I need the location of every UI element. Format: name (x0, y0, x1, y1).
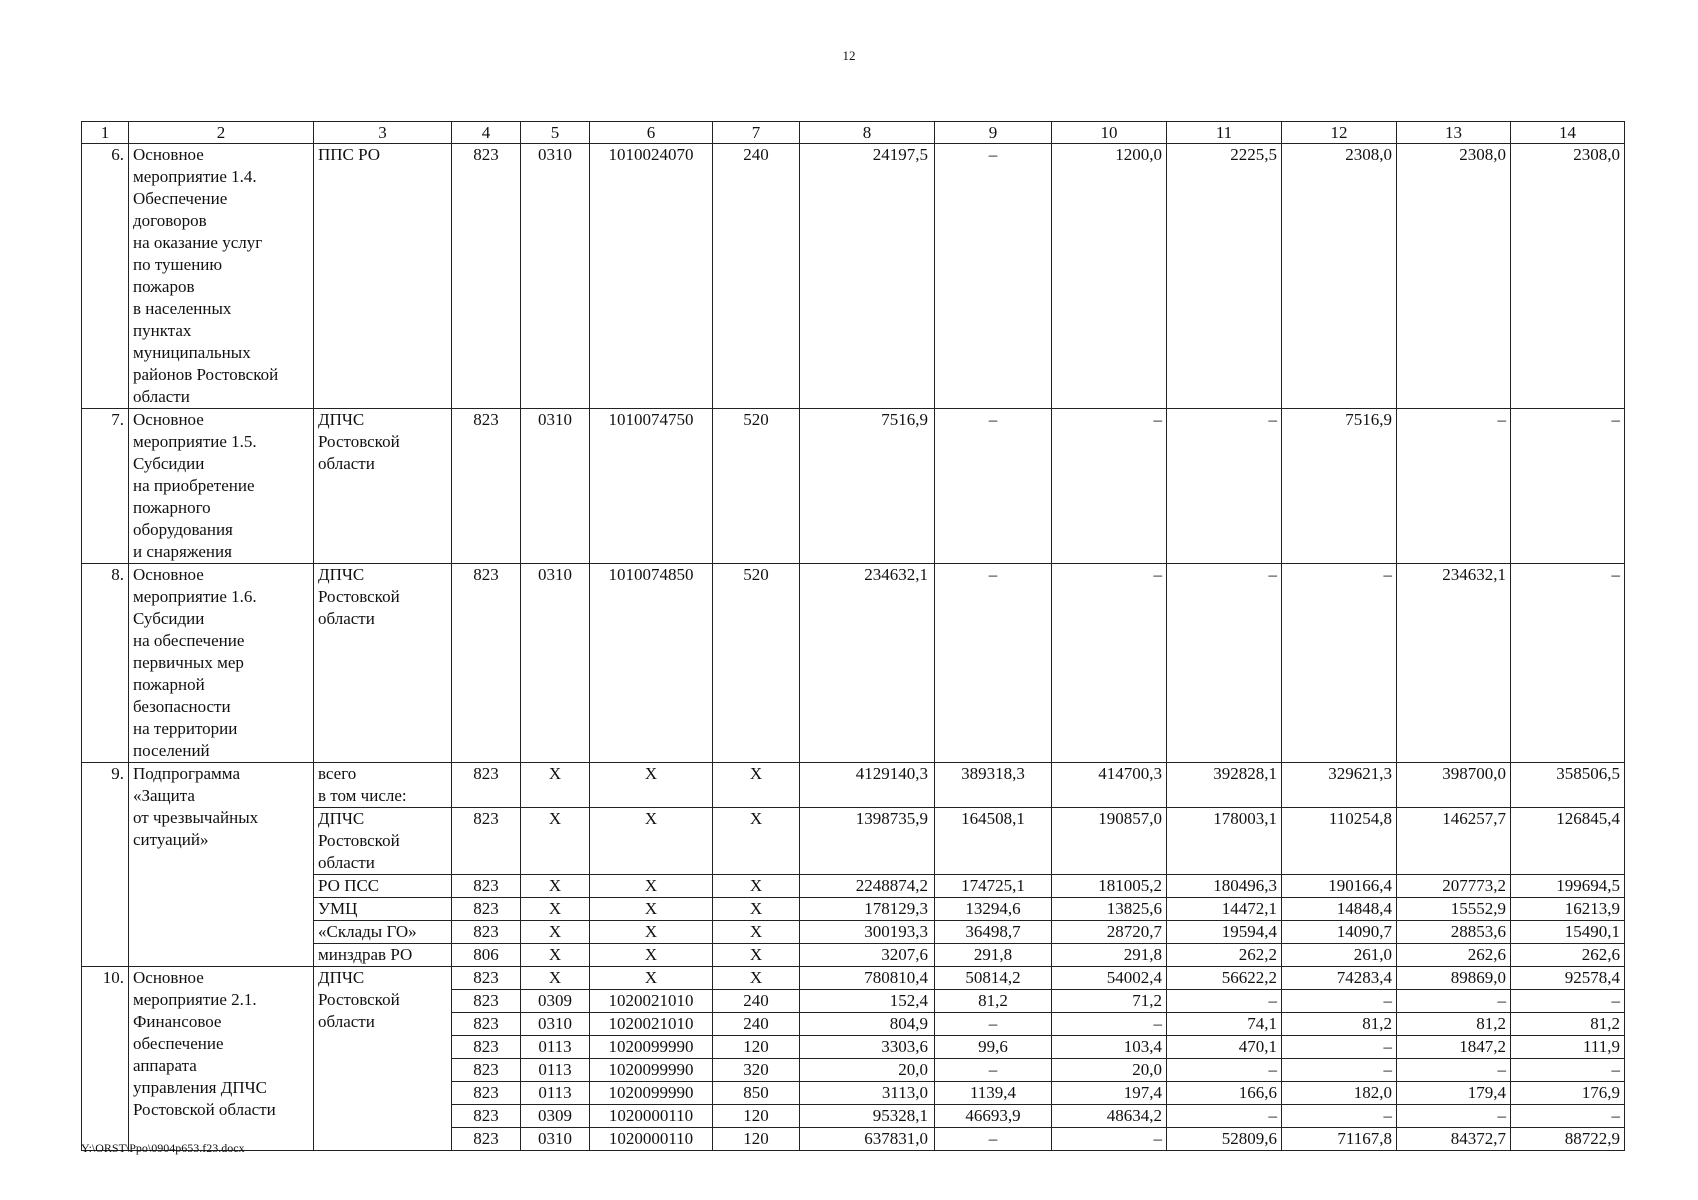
table-row (82, 564, 1625, 763)
cell-value: X (713, 808, 800, 875)
cell-value: 1020099990 (590, 1059, 713, 1082)
cell-value: X (590, 763, 713, 808)
cell-value: X (713, 921, 800, 944)
cell-value: 0309 (521, 990, 590, 1013)
text-line: ДПЧС (318, 565, 365, 584)
column-header: 6 (590, 122, 713, 144)
cell-value: 15552,9 (1397, 898, 1511, 921)
cell-value: – (1397, 409, 1511, 564)
cell-value: – (935, 564, 1052, 763)
cell-value: 182,0 (1282, 1082, 1397, 1105)
text-line: районов Ростовской (133, 365, 279, 384)
cell-value: 81,2 (1397, 1013, 1511, 1036)
text-line: на обеспечение (133, 631, 245, 650)
executor (314, 944, 452, 967)
cell-value: 13294,6 (935, 898, 1052, 921)
cell-value: 1020099990 (590, 1082, 713, 1105)
text-line: ситуаций» (133, 830, 209, 849)
text-line: УМЦ (318, 899, 358, 918)
cell-value: 262,2 (1167, 944, 1282, 967)
text-line: первичных мер (133, 653, 244, 672)
cell-value: 1020099990 (590, 1036, 713, 1059)
cell-value: 14848,4 (1282, 898, 1397, 921)
text-line: «Склады ГО» (318, 922, 417, 941)
cell-value: 0310 (521, 409, 590, 564)
activity-name (129, 564, 314, 763)
cell-value: 110254,8 (1282, 808, 1397, 875)
cell-value: – (1052, 1013, 1167, 1036)
executor (314, 144, 452, 409)
cell-value: 1010074750 (590, 409, 713, 564)
cell-value: – (1167, 1059, 1282, 1082)
cell-value: 84372,7 (1397, 1128, 1511, 1151)
cell-value: 291,8 (935, 944, 1052, 967)
text-line: Основное (133, 565, 204, 584)
cell-value: 637831,0 (800, 1128, 935, 1151)
text-line: Ростовской (318, 432, 400, 451)
executor (314, 409, 452, 564)
text-line: Ростовской области (133, 1100, 276, 1119)
text-line: от чрезвычайных (133, 808, 259, 827)
cell-value: 0113 (521, 1082, 590, 1105)
cell-value: 181005,2 (1052, 875, 1167, 898)
column-header: 9 (935, 122, 1052, 144)
cell-value: 823 (452, 898, 521, 921)
cell-value: 81,2 (935, 990, 1052, 1013)
cell-value: 389318,3 (935, 763, 1052, 808)
cell-value: 50814,2 (935, 967, 1052, 990)
cell-value: 207773,2 (1397, 875, 1511, 898)
cell-value: – (1511, 1105, 1625, 1128)
cell-value: 56622,2 (1167, 967, 1282, 990)
column-header: 14 (1511, 122, 1625, 144)
cell-value: 0310 (521, 1013, 590, 1036)
text-line: области (318, 1012, 375, 1031)
cell-value: X (590, 967, 713, 990)
cell-value: 180496,3 (1167, 875, 1282, 898)
text-line: по тушению (133, 255, 223, 274)
text-line: Ростовской (318, 990, 400, 1009)
cell-value: 0113 (521, 1036, 590, 1059)
cell-value: 71167,8 (1282, 1128, 1397, 1151)
text-line: Ростовской (318, 587, 400, 606)
cell-value: 261,0 (1282, 944, 1397, 967)
cell-value: – (935, 1059, 1052, 1082)
text-line: Основное (133, 145, 204, 164)
cell-value: – (1511, 564, 1625, 763)
cell-value: – (1052, 564, 1167, 763)
cell-value: 780810,4 (800, 967, 935, 990)
cell-value: 52809,6 (1167, 1128, 1282, 1151)
cell-value: 71,2 (1052, 990, 1167, 1013)
cell-value: 392828,1 (1167, 763, 1282, 808)
cell-value: 3303,6 (800, 1036, 935, 1059)
cell-value: 262,6 (1397, 944, 1511, 967)
cell-value: 823 (452, 1059, 521, 1082)
table-row (82, 763, 1625, 808)
cell-value: 174725,1 (935, 875, 1052, 898)
cell-value: 20,0 (800, 1059, 935, 1082)
cell-value: 74283,4 (1282, 967, 1397, 990)
cell-value: 48634,2 (1052, 1105, 1167, 1128)
row-number: 10. (82, 967, 129, 1151)
cell-value: 0310 (521, 564, 590, 763)
text-line: в том числе: (318, 786, 407, 805)
cell-value: 99,6 (935, 1036, 1052, 1059)
cell-value: 197,4 (1052, 1082, 1167, 1105)
cell-value: 120 (713, 1036, 800, 1059)
text-line: всего (318, 764, 357, 783)
table-row (82, 921, 1625, 944)
cell-value: – (1052, 409, 1167, 564)
text-line: муниципальных (133, 343, 251, 362)
column-header: 8 (800, 122, 935, 144)
cell-value: – (1397, 1105, 1511, 1128)
row-number: 8. (82, 564, 129, 763)
column-header: 1 (82, 122, 129, 144)
cell-value: X (590, 944, 713, 967)
text-line: минздрав РО (318, 945, 413, 964)
cell-value: 81,2 (1282, 1013, 1397, 1036)
executor (314, 763, 452, 808)
table-row (82, 808, 1625, 875)
cell-value: 1020021010 (590, 990, 713, 1013)
cell-value: 92578,4 (1511, 967, 1625, 990)
cell-value: X (521, 875, 590, 898)
cell-value: 823 (452, 921, 521, 944)
cell-value: 178003,1 (1167, 808, 1282, 875)
text-line: Подпрограмма (133, 764, 240, 783)
cell-value: 152,4 (800, 990, 935, 1013)
cell-value: 470,1 (1167, 1036, 1282, 1059)
cell-value: 804,9 (800, 1013, 935, 1036)
text-line: пожаров (133, 277, 195, 296)
cell-value: 111,9 (1511, 1036, 1625, 1059)
executor (314, 808, 452, 875)
file-path: Y:\ORST\Ppo\0904p653.f23.docx (81, 1141, 245, 1155)
cell-value: 88722,9 (1511, 1128, 1625, 1151)
activity-name (129, 144, 314, 409)
text-line: Обеспечение (133, 189, 228, 208)
cell-value: 3207,6 (800, 944, 935, 967)
cell-value: X (590, 898, 713, 921)
cell-value: 95328,1 (800, 1105, 935, 1128)
page-number: 12 (842, 48, 856, 63)
cell-value: – (1167, 1105, 1282, 1128)
cell-value: 179,4 (1397, 1082, 1511, 1105)
cell-value: 28720,7 (1052, 921, 1167, 944)
text-line: области (318, 853, 375, 872)
cell-value: 240 (713, 144, 800, 409)
text-line: ППС РО (318, 145, 381, 164)
text-line: области (318, 609, 375, 628)
cell-value: 14472,1 (1167, 898, 1282, 921)
cell-value: 0310 (521, 144, 590, 409)
cell-value: 0113 (521, 1059, 590, 1082)
cell-value: – (935, 1128, 1052, 1151)
cell-value: – (1397, 1059, 1511, 1082)
cell-value: 329621,3 (1282, 763, 1397, 808)
cell-value: 24197,5 (800, 144, 935, 409)
cell-value: 823 (452, 144, 521, 409)
text-line: ДПЧС (318, 968, 365, 987)
activity-name (129, 763, 314, 967)
cell-value: 823 (452, 1105, 521, 1128)
cell-value: 823 (452, 1128, 521, 1151)
cell-value: – (935, 409, 1052, 564)
text-line: мероприятие 2.1. (133, 990, 257, 1009)
cell-value: 2225,5 (1167, 144, 1282, 409)
table-row (82, 144, 1625, 409)
cell-value: 0310 (521, 1128, 590, 1151)
text-line: РО ПСС (318, 876, 380, 895)
row-number: 6. (82, 144, 129, 409)
cell-value: – (1282, 1105, 1397, 1128)
cell-value: 240 (713, 1013, 800, 1036)
cell-value: 1200,0 (1052, 144, 1167, 409)
cell-value: – (1167, 564, 1282, 763)
cell-value: 20,0 (1052, 1059, 1167, 1082)
cell-value: 1020021010 (590, 1013, 713, 1036)
cell-value: 176,9 (1511, 1082, 1625, 1105)
text-line: договоров (133, 211, 207, 230)
cell-value: – (1052, 1128, 1167, 1151)
column-header: 10 (1052, 122, 1167, 144)
cell-value: 7516,9 (1282, 409, 1397, 564)
executor (314, 875, 452, 898)
table-row (82, 875, 1625, 898)
text-line: мероприятие 1.5. (133, 432, 257, 451)
cell-value: 1398735,9 (800, 808, 935, 875)
cell-value: 46693,9 (935, 1105, 1052, 1128)
cell-value: 2308,0 (1511, 144, 1625, 409)
cell-value: 7516,9 (800, 409, 935, 564)
text-line: на приобретение (133, 476, 255, 495)
cell-value: 2248874,2 (800, 875, 935, 898)
cell-value: X (590, 875, 713, 898)
cell-value: 806 (452, 944, 521, 967)
text-line: пожарной (133, 675, 205, 694)
cell-value: X (521, 763, 590, 808)
text-line: области (318, 454, 375, 473)
text-line: Субсидии (133, 454, 205, 473)
column-header: 4 (452, 122, 521, 144)
text-line: Основное (133, 410, 204, 429)
cell-value: X (521, 808, 590, 875)
cell-value: 0309 (521, 1105, 590, 1128)
cell-value: – (1397, 990, 1511, 1013)
text-line: мероприятие 1.4. (133, 167, 257, 186)
cell-value: X (713, 763, 800, 808)
cell-value: 823 (452, 1036, 521, 1059)
cell-value: 89869,0 (1397, 967, 1511, 990)
text-line: оборудования (133, 520, 233, 539)
table-row (82, 409, 1625, 564)
table-row (82, 898, 1625, 921)
cell-value: X (521, 967, 590, 990)
text-line: на оказание услуг (133, 233, 263, 252)
cell-value: 823 (452, 763, 521, 808)
cell-value: 234632,1 (800, 564, 935, 763)
cell-value: 16213,9 (1511, 898, 1625, 921)
cell-value: X (521, 898, 590, 921)
cell-value: 178129,3 (800, 898, 935, 921)
column-header: 3 (314, 122, 452, 144)
cell-value: 13825,6 (1052, 898, 1167, 921)
cell-value: 103,4 (1052, 1036, 1167, 1059)
budget-table (81, 121, 1625, 1151)
column-header: 11 (1167, 122, 1282, 144)
cell-value: 358506,5 (1511, 763, 1625, 808)
cell-value: – (1511, 409, 1625, 564)
cell-value: 300193,3 (800, 921, 935, 944)
cell-value: 81,2 (1511, 1013, 1625, 1036)
cell-value: 520 (713, 409, 800, 564)
cell-value: 823 (452, 1082, 521, 1105)
cell-value: 2308,0 (1282, 144, 1397, 409)
cell-value: 19594,4 (1167, 921, 1282, 944)
text-line: «Защита (133, 786, 195, 805)
cell-value: 823 (452, 808, 521, 875)
cell-value: 262,6 (1511, 944, 1625, 967)
text-line: области (133, 387, 190, 406)
cell-value: 240 (713, 990, 800, 1013)
cell-value: – (935, 1013, 1052, 1036)
cell-value: 520 (713, 564, 800, 763)
cell-value: 291,8 (1052, 944, 1167, 967)
table-row (82, 944, 1625, 967)
cell-value: 234632,1 (1397, 564, 1511, 763)
cell-value: 1010024070 (590, 144, 713, 409)
cell-value: 15490,1 (1511, 921, 1625, 944)
table-row (82, 122, 1625, 144)
text-line: на территории (133, 719, 238, 738)
activity-name (129, 967, 314, 1151)
text-line: ДПЧС (318, 809, 365, 828)
text-line: пунктах (133, 321, 192, 340)
table-row (82, 967, 1625, 990)
cell-value: 126845,4 (1511, 808, 1625, 875)
cell-value: X (713, 898, 800, 921)
activity-name (129, 409, 314, 564)
cell-value: 199694,5 (1511, 875, 1625, 898)
cell-value: 28853,6 (1397, 921, 1511, 944)
cell-value: 190166,4 (1282, 875, 1397, 898)
cell-value: – (1167, 409, 1282, 564)
text-line: Ростовской (318, 831, 400, 850)
cell-value: – (1167, 990, 1282, 1013)
cell-value: 190857,0 (1052, 808, 1167, 875)
cell-value: 850 (713, 1082, 800, 1105)
cell-value: – (1282, 564, 1397, 763)
cell-value: 74,1 (1167, 1013, 1282, 1036)
cell-value: X (713, 967, 800, 990)
cell-value: X (713, 875, 800, 898)
column-header: 5 (521, 122, 590, 144)
cell-value: 823 (452, 409, 521, 564)
column-header: 13 (1397, 122, 1511, 144)
text-line: пожарного (133, 498, 211, 517)
text-line: мероприятие 1.6. (133, 587, 257, 606)
cell-value: 320 (713, 1059, 800, 1082)
cell-value: 1139,4 (935, 1082, 1052, 1105)
cell-value: 1020000110 (590, 1105, 713, 1128)
cell-value: 120 (713, 1128, 800, 1151)
cell-value: 164508,1 (935, 808, 1052, 875)
cell-value: X (590, 808, 713, 875)
cell-value: X (713, 944, 800, 967)
cell-value: 3113,0 (800, 1082, 935, 1105)
cell-value: – (1282, 1036, 1397, 1059)
text-line: в населенных (133, 299, 232, 318)
executor (314, 967, 452, 1151)
cell-value: X (521, 944, 590, 967)
cell-value: 4129140,3 (800, 763, 935, 808)
text-line: и снаряжения (133, 542, 232, 561)
column-header: 2 (129, 122, 314, 144)
cell-value: X (590, 921, 713, 944)
cell-value: 1847,2 (1397, 1036, 1511, 1059)
cell-value: 823 (452, 990, 521, 1013)
text-line: обеспечение (133, 1034, 224, 1053)
executor (314, 898, 452, 921)
cell-value: – (1282, 990, 1397, 1013)
row-number: 7. (82, 409, 129, 564)
column-header: 7 (713, 122, 800, 144)
cell-value: X (521, 921, 590, 944)
executor (314, 921, 452, 944)
text-line: поселений (133, 741, 210, 760)
cell-value: – (935, 144, 1052, 409)
cell-value: 414700,3 (1052, 763, 1167, 808)
cell-value: 2308,0 (1397, 144, 1511, 409)
text-line: Финансовое (133, 1012, 222, 1031)
cell-value: – (1511, 990, 1625, 1013)
cell-value: 823 (452, 875, 521, 898)
cell-value: 54002,4 (1052, 967, 1167, 990)
cell-value: 1010074850 (590, 564, 713, 763)
cell-value: 146257,7 (1397, 808, 1511, 875)
cell-value: 36498,7 (935, 921, 1052, 944)
cell-value: – (1282, 1059, 1397, 1082)
cell-value: 823 (452, 564, 521, 763)
text-line: управления ДПЧС (133, 1078, 267, 1097)
cell-value: 120 (713, 1105, 800, 1128)
cell-value: 823 (452, 967, 521, 990)
text-line: Основное (133, 968, 204, 987)
text-line: аппарата (133, 1056, 197, 1075)
column-header: 12 (1282, 122, 1397, 144)
cell-value: 166,6 (1167, 1082, 1282, 1105)
cell-value: 14090,7 (1282, 921, 1397, 944)
cell-value: 398700,0 (1397, 763, 1511, 808)
text-line: безопасности (133, 697, 231, 716)
executor (314, 564, 452, 763)
text-line: Субсидии (133, 609, 205, 628)
cell-value: – (1511, 1059, 1625, 1082)
text-line: ДПЧС (318, 410, 365, 429)
cell-value: 1020000110 (590, 1128, 713, 1151)
cell-value: 823 (452, 1013, 521, 1036)
row-number: 9. (82, 763, 129, 967)
